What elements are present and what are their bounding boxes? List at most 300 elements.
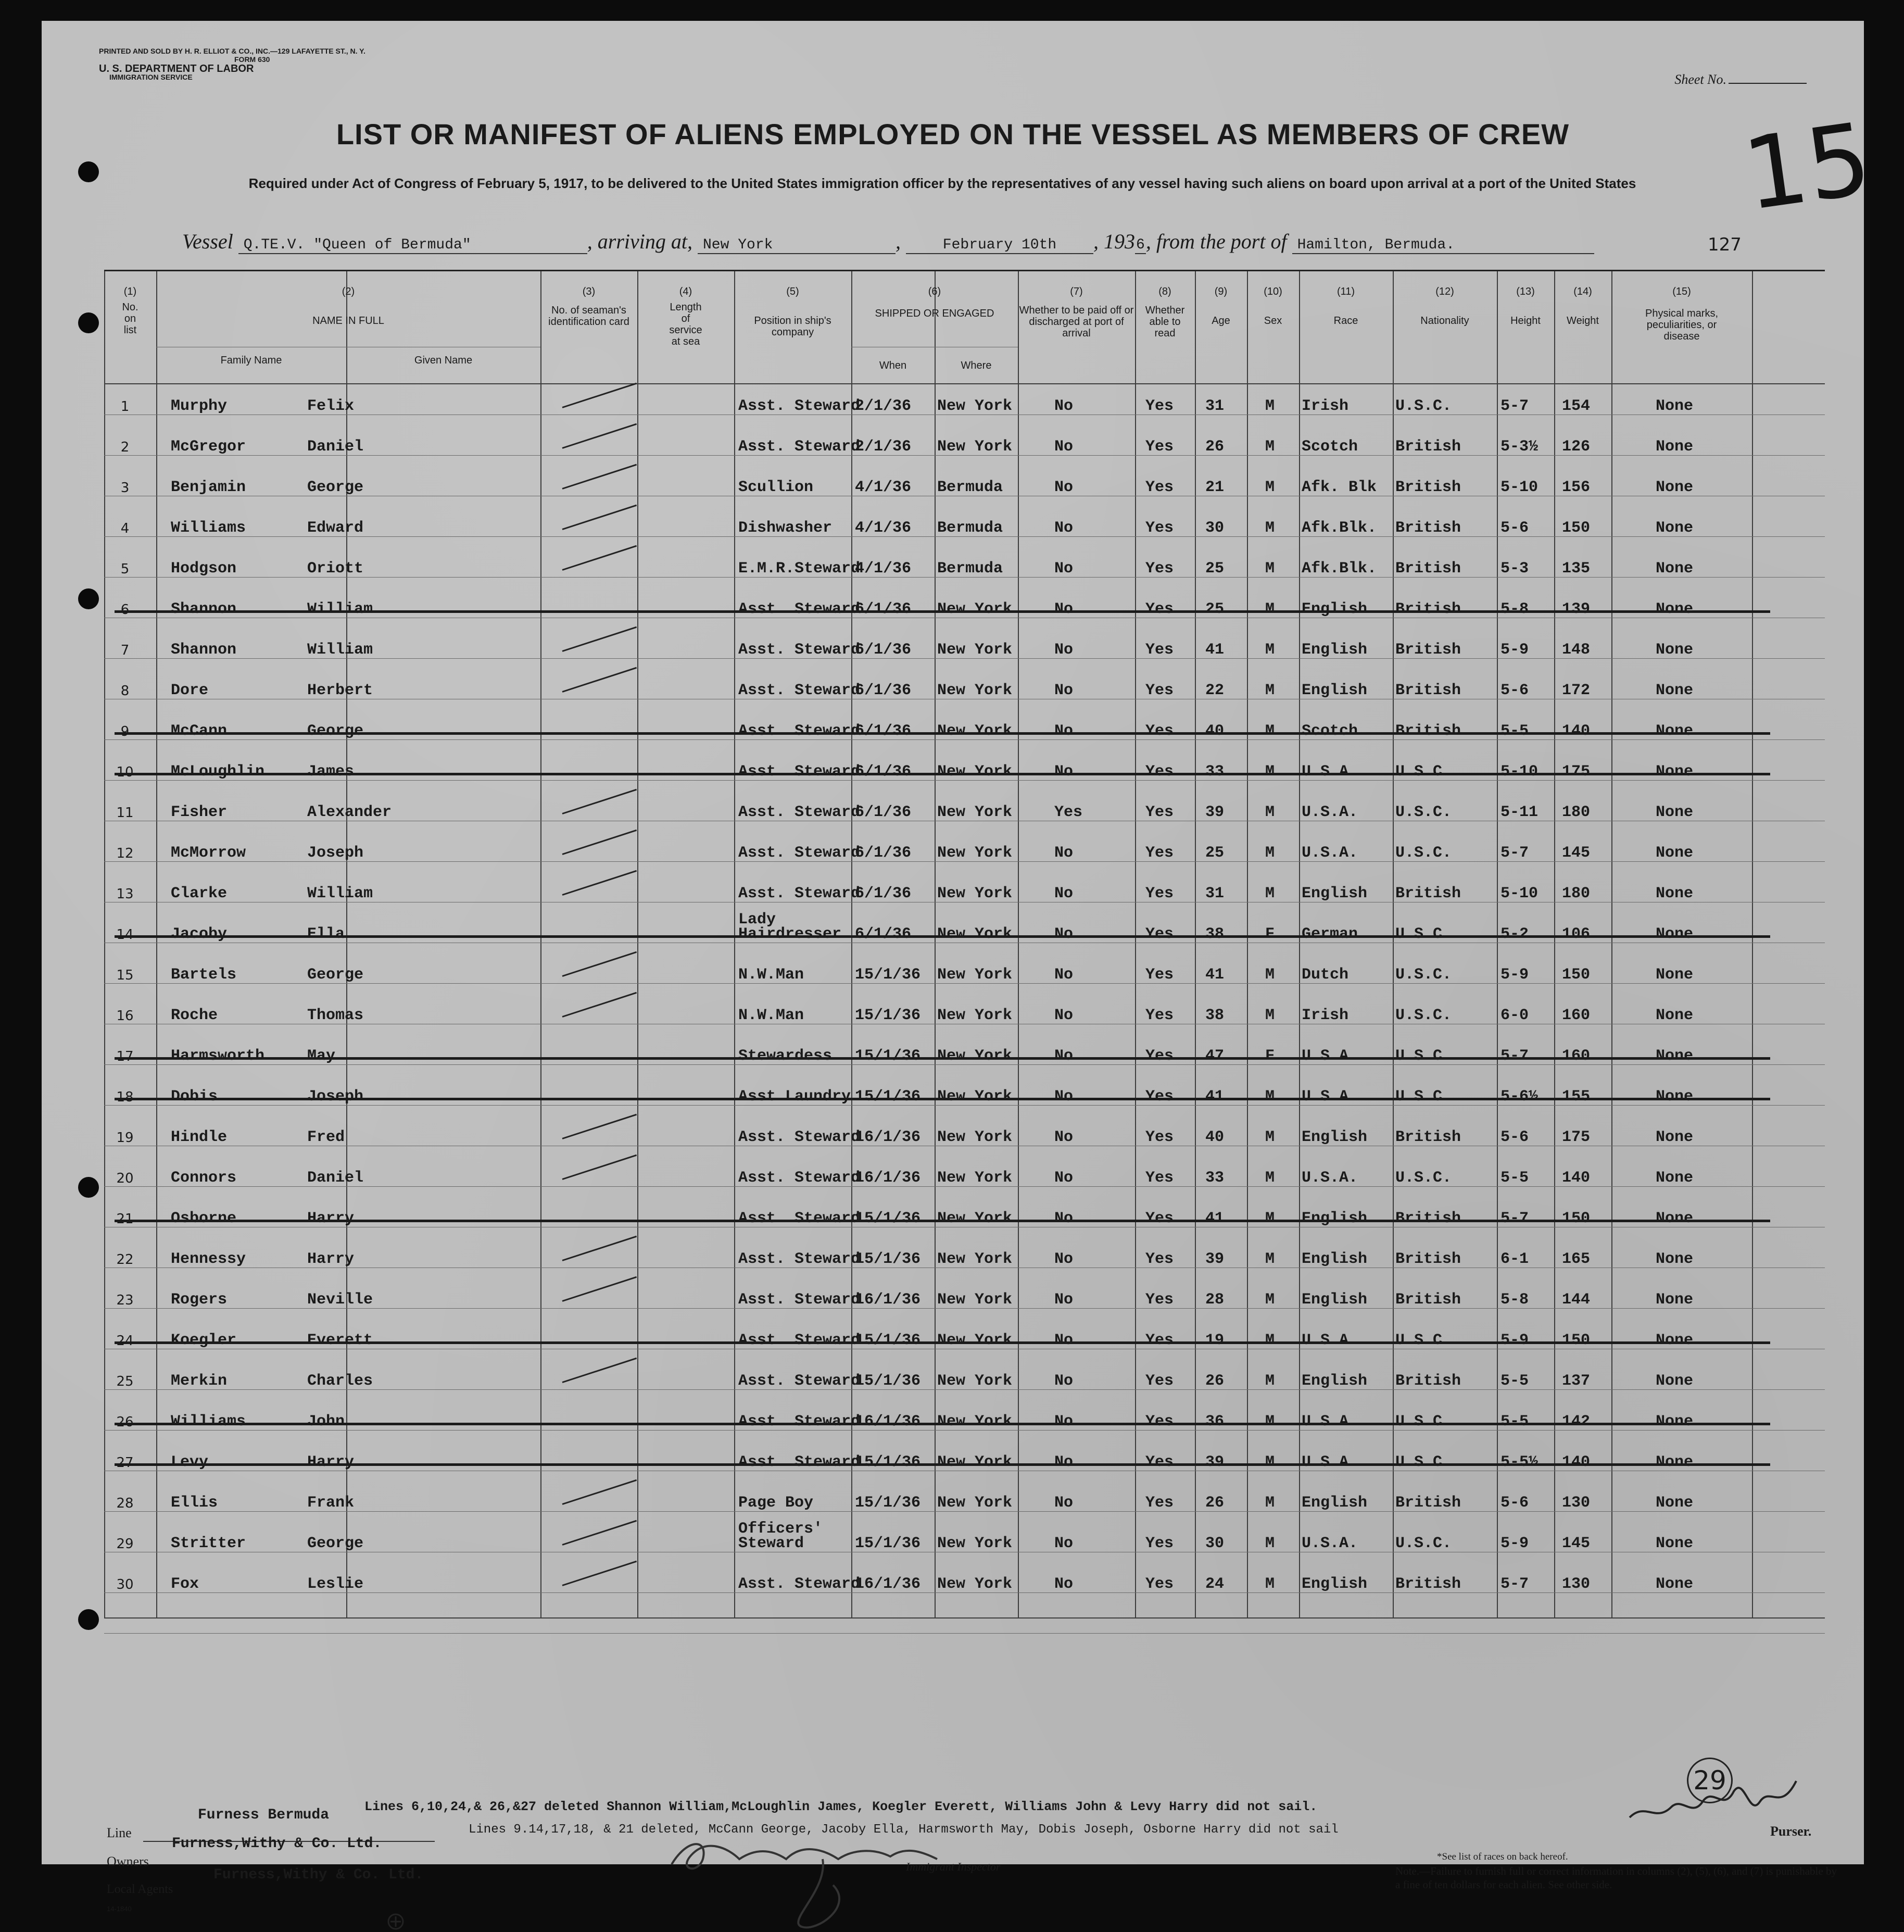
position-cell: Officers' Steward: [738, 1520, 823, 1552]
age-cell: 28: [1205, 1291, 1225, 1309]
physical-marks-cell: None: [1656, 925, 1694, 943]
col-7-number: (7): [1070, 286, 1083, 297]
departure-port: Hamilton, Bermuda.: [1292, 237, 1594, 254]
sex-cell: M: [1265, 1210, 1275, 1227]
row-number: 22: [116, 1252, 134, 1268]
position-cell: Asst. Steward: [738, 1250, 861, 1268]
able-to-read-cell: Yes: [1145, 519, 1174, 537]
sex-cell: M: [1265, 1535, 1275, 1552]
row-number: 23: [116, 1293, 134, 1308]
height-cell: 5-9: [1500, 966, 1529, 984]
position-cell: Asst. Steward: [738, 641, 861, 659]
inspector-label: Immigrant Inspector: [906, 1860, 1001, 1873]
strikethrough-line: [115, 1220, 1770, 1222]
given-name-cell: Harry: [307, 1210, 355, 1227]
sex-cell: M: [1265, 1575, 1275, 1593]
col-15-number: (15): [1672, 286, 1691, 297]
race-cell: Scotch: [1302, 722, 1358, 740]
weight-cell: 156: [1562, 479, 1591, 496]
family-name-cell: Roche: [171, 1007, 218, 1024]
able-to-read-cell: Yes: [1145, 966, 1174, 984]
check-mark-icon: [562, 667, 637, 693]
position-cell: Asst. Steward: [738, 844, 861, 862]
shipped-where-cell: New York: [937, 1372, 1013, 1390]
race-cell: Irish: [1302, 397, 1349, 415]
sex-cell: M: [1265, 722, 1275, 740]
age-cell: 26: [1205, 1372, 1225, 1390]
weight-cell: 148: [1562, 641, 1591, 659]
arrival-port: New York: [698, 237, 896, 254]
able-to-read-cell: Yes: [1145, 925, 1174, 943]
physical-marks-cell: None: [1656, 1575, 1694, 1593]
paid-off-cell: No: [1054, 1494, 1074, 1512]
sex-cell: M: [1265, 763, 1275, 781]
strikethrough-line: [115, 935, 1770, 938]
col-12-label: Nationality: [1420, 315, 1469, 327]
able-to-read-cell: Yes: [1145, 641, 1174, 659]
nationality-cell: British: [1395, 1128, 1461, 1146]
family-name-cell: Rogers: [171, 1291, 228, 1309]
col-10-number: (10): [1264, 286, 1282, 297]
strikethrough-line: [115, 1423, 1770, 1425]
shipped-when-cell: 16/1/36: [855, 1575, 921, 1593]
strikethrough-line: [115, 610, 1770, 613]
family-name-cell: McGregor: [171, 438, 246, 456]
weight-cell: 150: [1562, 1210, 1591, 1227]
given-name-cell: John: [307, 1413, 345, 1431]
height-cell: 5-5: [1500, 1372, 1529, 1390]
paid-off-cell: No: [1054, 1250, 1074, 1268]
nationality-cell: U.S.C.: [1395, 1047, 1452, 1065]
weight-cell: 150: [1562, 966, 1591, 984]
deleted-lines-note-1: Lines 6,10,24,& 26,&27 deleted Shannon William,McLoughlin James, Koegler Everett, Williams John & Levy Harry did not sail.: [364, 1799, 1318, 1814]
shipped-when-cell: 6/1/36: [855, 722, 912, 740]
height-cell: 5-6: [1500, 519, 1529, 537]
family-name-cell: McCann: [171, 722, 228, 740]
given-name-cell: Leslie: [307, 1575, 364, 1593]
nationality-cell: British: [1395, 519, 1461, 537]
col-header-11: [1299, 286, 1393, 327]
paid-off-cell: No: [1054, 1332, 1074, 1349]
age-cell: 33: [1205, 1169, 1225, 1187]
row-number: 29: [116, 1536, 134, 1552]
height-cell: 5-7: [1500, 1047, 1529, 1065]
age-cell: 24: [1205, 1575, 1225, 1593]
age-cell: 41: [1205, 641, 1225, 659]
nationality-cell: British: [1395, 1291, 1461, 1309]
paid-off-cell: No: [1054, 1007, 1074, 1024]
sex-cell: M: [1265, 1372, 1275, 1390]
row-number: 27: [116, 1455, 134, 1471]
circled-count: 29: [1687, 1758, 1733, 1803]
family-name-cell: Fisher: [171, 804, 228, 821]
race-cell: U.S.A.: [1302, 1047, 1358, 1065]
col-header-4: [637, 286, 734, 347]
shipped-where-cell: New York: [937, 966, 1013, 984]
weight-cell: 106: [1562, 925, 1591, 943]
physical-marks-cell: None: [1656, 1372, 1694, 1390]
page-subtitle: Required under Act of Congress of February 5, 1917, to be delivered to the United States immigration officer by the representatives of any vessel having such aliens on board upon arrival at a port of the United States: [248, 175, 1636, 191]
row-number: 9: [120, 724, 130, 739]
position-cell: Asst. Steward: [738, 1413, 861, 1431]
shipped-when-cell: 15/1/36: [855, 1007, 921, 1024]
sex-cell: F: [1265, 925, 1275, 943]
nationality-cell: U.S.C.: [1395, 966, 1452, 984]
age-cell: 31: [1205, 885, 1225, 902]
position-cell: E.M.R.Steward: [738, 560, 861, 578]
arrival-date: February 10th: [906, 237, 1093, 254]
printer-imprint: [99, 47, 365, 81]
col-1-number: (1): [123, 286, 137, 297]
shipped-where-cell: New York: [937, 1210, 1013, 1227]
shipped-where-cell: New York: [937, 1007, 1013, 1024]
shipped-where-cell: New York: [937, 1088, 1013, 1106]
paid-off-cell: No: [1054, 1291, 1074, 1309]
row-number: 4: [120, 521, 130, 536]
height-cell: 5-8: [1500, 1291, 1529, 1309]
given-name-cell: George: [307, 966, 364, 984]
col-header-3: [540, 286, 637, 328]
shipped-when-cell: 4/1/36: [855, 519, 912, 537]
page-title: LIST OR MANIFEST OF ALIENS EMPLOYED ON THE VESSEL AS MEMBERS OF CREW: [336, 118, 1570, 150]
column-rule: [637, 271, 638, 1617]
weight-cell: 160: [1562, 1007, 1591, 1024]
given-name-cell: Harry: [307, 1250, 355, 1268]
shipped-where-cell: New York: [937, 885, 1013, 902]
family-name-cell: Merkin: [171, 1372, 228, 1390]
paid-off-cell: No: [1054, 1210, 1074, 1227]
paid-off-cell: No: [1054, 682, 1074, 699]
height-cell: 5-5: [1500, 1413, 1529, 1431]
row-number: 5: [120, 561, 130, 577]
vessel-label: Vessel: [182, 230, 233, 253]
weight-cell: 140: [1562, 722, 1591, 740]
shipped-when-cell: 15/1/36: [855, 966, 921, 984]
nationality-cell: British: [1395, 641, 1461, 659]
race-cell: English: [1302, 682, 1368, 699]
weight-cell: 155: [1562, 1088, 1591, 1106]
given-name-cell: Herbert: [307, 682, 373, 699]
position-cell: Asst. Steward: [738, 885, 861, 902]
paid-off-cell: No: [1054, 1128, 1074, 1146]
height-cell: 5-8: [1500, 600, 1529, 618]
shipped-where-cell: New York: [937, 1535, 1013, 1552]
paid-off-cell: No: [1054, 925, 1074, 943]
height-cell: 5-10: [1500, 885, 1539, 902]
department-name: U. S. DEPARTMENT OF LABOR: [99, 63, 254, 74]
paid-off-cell: No: [1054, 1575, 1074, 1593]
shipped-when-cell: 6/1/36: [855, 885, 912, 902]
weight-cell: 130: [1562, 1494, 1591, 1512]
physical-marks-cell: None: [1656, 1128, 1694, 1146]
nationality-cell: British: [1395, 722, 1461, 740]
race-cell: Irish: [1302, 1007, 1349, 1024]
given-name-cell: George: [307, 1535, 364, 1552]
shipped-when-cell: 15/1/36: [855, 1088, 921, 1106]
weight-cell: 154: [1562, 397, 1591, 415]
strikethrough-line: [115, 1341, 1770, 1344]
col-header-10: [1247, 286, 1299, 327]
position-cell: Asst. Steward: [738, 1291, 861, 1309]
paid-off-cell: No: [1054, 1372, 1074, 1390]
row-rule: [104, 1633, 1825, 1634]
shipped-where-cell: Bermuda: [937, 519, 1003, 537]
race-cell: German: [1302, 925, 1358, 943]
family-name-cell: Fox: [171, 1575, 199, 1593]
height-cell: 5-10: [1500, 479, 1539, 496]
punch-hole: [78, 1177, 99, 1198]
shipped-where-header: Where: [961, 360, 992, 371]
col-12-number: (12): [1435, 286, 1454, 297]
col-8-label: Whether able to read: [1145, 305, 1185, 339]
shipped-where-cell: New York: [937, 763, 1013, 781]
nationality-cell: U.S.C.: [1395, 397, 1452, 415]
check-mark-icon: [562, 626, 637, 652]
family-name-cell: Koegler: [171, 1332, 237, 1349]
col-5-number: (5): [786, 286, 799, 297]
age-cell: 36: [1205, 1413, 1225, 1431]
shipped-where-cell: Bermuda: [937, 560, 1003, 578]
col-2-label: NAME IN FULL: [312, 315, 384, 327]
nationality-cell: British: [1395, 479, 1461, 496]
row-number: 20: [116, 1171, 134, 1186]
strikethrough-line: [115, 1057, 1770, 1060]
height-cell: 5-7: [1500, 844, 1529, 862]
row-number: 25: [116, 1374, 134, 1389]
shipped-where-cell: Bermuda: [937, 479, 1003, 496]
position-cell: N.W.Man: [738, 1007, 804, 1024]
weight-cell: 137: [1562, 1372, 1591, 1390]
physical-marks-cell: None: [1656, 722, 1694, 740]
able-to-read-cell: Yes: [1145, 1088, 1174, 1106]
position-cell: Asst. Steward: [738, 722, 861, 740]
shipped-where-cell: New York: [937, 641, 1013, 659]
family-name-cell: Connors: [171, 1169, 237, 1187]
height-cell: 5-6: [1500, 1494, 1529, 1512]
race-cell: U.S.A.: [1302, 844, 1358, 862]
able-to-read-cell: Yes: [1145, 1047, 1174, 1065]
shipped-when-cell: 6/1/36: [855, 682, 912, 699]
able-to-read-cell: Yes: [1145, 1007, 1174, 1024]
height-cell: 6-0: [1500, 1007, 1529, 1024]
nationality-cell: U.S.C.: [1395, 1413, 1452, 1431]
check-mark-icon: [562, 1276, 637, 1302]
age-cell: 25: [1205, 560, 1225, 578]
row-number: 2: [120, 440, 130, 455]
paid-off-cell: No: [1054, 763, 1074, 781]
weight-cell: 145: [1562, 844, 1591, 862]
nationality-cell: British: [1395, 1210, 1461, 1227]
race-cell: English: [1302, 885, 1368, 902]
able-to-read-cell: Yes: [1145, 804, 1174, 821]
able-to-read-cell: Yes: [1145, 479, 1174, 496]
col-header-6: [851, 286, 1018, 319]
weight-cell: 140: [1562, 1453, 1591, 1471]
physical-marks-cell: None: [1656, 885, 1694, 902]
col-header-15: [1611, 286, 1752, 342]
able-to-read-cell: Yes: [1145, 600, 1174, 618]
purser-label: Purser.: [1770, 1824, 1812, 1839]
position-cell: Asst. Steward: [738, 1372, 861, 1390]
position-cell: Scullion: [738, 479, 814, 496]
col-3-number: (3): [582, 286, 596, 297]
family-name-cell: Shannon: [171, 641, 237, 659]
race-cell: U.S.A.: [1302, 1535, 1358, 1552]
race-cell: English: [1302, 1128, 1368, 1146]
physical-marks-cell: None: [1656, 560, 1694, 578]
column-rule: [1135, 271, 1136, 1617]
height-cell: 5-6½: [1500, 1088, 1539, 1106]
check-mark-icon: [562, 789, 637, 814]
row-number: 17: [116, 1049, 134, 1064]
physical-marks-cell: None: [1656, 1291, 1694, 1309]
shipped-where-cell: New York: [937, 1494, 1013, 1512]
position-cell: Asst. Steward: [738, 600, 861, 618]
col-3-label: No. of seaman's identification card: [548, 305, 629, 328]
shipped-when-cell: 15/1/36: [855, 1453, 921, 1471]
physical-marks-cell: None: [1656, 1494, 1694, 1512]
height-cell: 5-5: [1500, 1169, 1529, 1187]
col-header-9: [1195, 286, 1247, 327]
check-mark-icon: [562, 1479, 637, 1505]
given-name-cell: William: [307, 885, 373, 902]
family-name-cell: McLoughlin: [171, 763, 265, 781]
sex-cell: M: [1265, 560, 1275, 578]
column-rule: [734, 271, 735, 1617]
weight-cell: 140: [1562, 1169, 1591, 1187]
race-cell: English: [1302, 600, 1368, 618]
column-rule: [1018, 271, 1019, 1617]
paid-off-cell: No: [1054, 722, 1074, 740]
given-name-header: Given Name: [414, 355, 473, 366]
family-name-cell: Williams: [171, 519, 246, 537]
position-cell: Asst. Steward: [738, 763, 861, 781]
weight-cell: 180: [1562, 804, 1591, 821]
paid-off-cell: No: [1054, 397, 1074, 415]
race-cell: U.S.A.: [1302, 1088, 1358, 1106]
age-cell: 25: [1205, 600, 1225, 618]
family-name-header: Family Name: [220, 355, 282, 366]
physical-marks-cell: None: [1656, 1413, 1694, 1431]
shipped-when-cell: 15/1/36: [855, 1494, 921, 1512]
physical-marks-cell: None: [1656, 641, 1694, 659]
col-6-number: (6): [928, 286, 941, 297]
weight-cell: 172: [1562, 682, 1591, 699]
nationality-cell: U.S.C.: [1395, 1453, 1452, 1471]
able-to-read-cell: Yes: [1145, 763, 1174, 781]
position-cell: Stewardess: [738, 1047, 833, 1065]
age-cell: 39: [1205, 1250, 1225, 1268]
age-cell: 25: [1205, 844, 1225, 862]
shipped-where-cell: New York: [937, 600, 1013, 618]
stamp-mark-icon: [385, 1911, 406, 1932]
able-to-read-cell: Yes: [1145, 1453, 1174, 1471]
nationality-cell: U.S.C.: [1395, 804, 1452, 821]
height-cell: 5-5: [1500, 722, 1529, 740]
able-to-read-cell: Yes: [1145, 885, 1174, 902]
row-number: 18: [116, 1089, 134, 1105]
family-name-cell: Jacoby: [171, 925, 228, 943]
physical-marks-cell: None: [1656, 1535, 1694, 1552]
height-cell: 5-9: [1500, 1332, 1529, 1349]
column-rule: [1393, 271, 1394, 1617]
nationality-cell: British: [1395, 885, 1461, 902]
age-cell: 40: [1205, 722, 1225, 740]
col-8-number: (8): [1158, 286, 1171, 297]
shipped-where-cell: New York: [937, 722, 1013, 740]
sex-cell: M: [1265, 804, 1275, 821]
given-name-cell: Daniel: [307, 1169, 364, 1187]
shipped-when-cell: 2/1/36: [855, 438, 912, 456]
column-rule: [1554, 271, 1555, 1617]
col-header-2: [156, 286, 540, 327]
col-header-13: [1497, 286, 1554, 327]
shipped-where-cell: New York: [937, 1413, 1013, 1431]
paid-off-cell: No: [1054, 885, 1074, 902]
weight-cell: 144: [1562, 1291, 1591, 1309]
nationality-cell: U.S.C.: [1395, 1332, 1452, 1349]
position-cell: Asst. Steward: [738, 804, 861, 821]
family-name-cell: Williams: [171, 1413, 246, 1431]
weight-cell: 165: [1562, 1250, 1591, 1268]
race-cell: U.S.A.: [1302, 763, 1358, 781]
check-mark-icon: [562, 1155, 637, 1180]
col-4-label: Length of service at sea: [669, 302, 702, 347]
row-number: 14: [116, 927, 134, 943]
check-mark-icon: [562, 1358, 637, 1383]
row-number: 13: [116, 886, 134, 902]
race-cell: U.S.A.: [1302, 1413, 1358, 1431]
col-header-1: [104, 286, 156, 336]
able-to-read-cell: Yes: [1145, 1575, 1174, 1593]
height-cell: 5-7: [1500, 1575, 1529, 1593]
able-to-read-cell: Yes: [1145, 438, 1174, 456]
nationality-cell: British: [1395, 560, 1461, 578]
family-name-cell: Dobis: [171, 1088, 218, 1106]
family-name-cell: Dore: [171, 682, 209, 699]
given-name-cell: William: [307, 600, 373, 618]
strikethrough-line: [115, 1463, 1770, 1466]
position-cell: N.W.Man: [738, 966, 804, 984]
shipped-where-cell: New York: [937, 1332, 1013, 1349]
row-number: 24: [116, 1333, 134, 1349]
col-14-label: Weight: [1567, 315, 1599, 327]
family-name-cell: Hennessy: [171, 1250, 246, 1268]
row-number: 30: [116, 1577, 134, 1592]
nationality-cell: British: [1395, 438, 1461, 456]
row-number: 16: [116, 1008, 134, 1024]
paid-off-cell: No: [1054, 1088, 1074, 1106]
column-rule: [1247, 271, 1248, 1617]
shipped-when-cell: 4/1/36: [855, 479, 912, 496]
family-name-cell: Harmsworth: [171, 1047, 265, 1065]
sex-cell: F: [1265, 1047, 1275, 1065]
row-number: 12: [116, 846, 134, 861]
race-cell: Afk.Blk.: [1302, 519, 1377, 537]
strikethrough-line: [115, 732, 1770, 735]
shipped-where-cell: New York: [937, 682, 1013, 699]
weight-cell: 160: [1562, 1047, 1591, 1065]
shipped-when-header: When: [879, 360, 907, 371]
physical-marks-cell: None: [1656, 763, 1694, 781]
check-mark-icon: [562, 951, 637, 977]
race-cell: English: [1302, 641, 1368, 659]
family-name-cell: Benjamin: [171, 479, 246, 496]
row-number: 19: [116, 1130, 134, 1146]
punch-hole: [78, 312, 99, 333]
given-name-cell: Frank: [307, 1494, 355, 1512]
paid-off-cell: No: [1054, 479, 1074, 496]
